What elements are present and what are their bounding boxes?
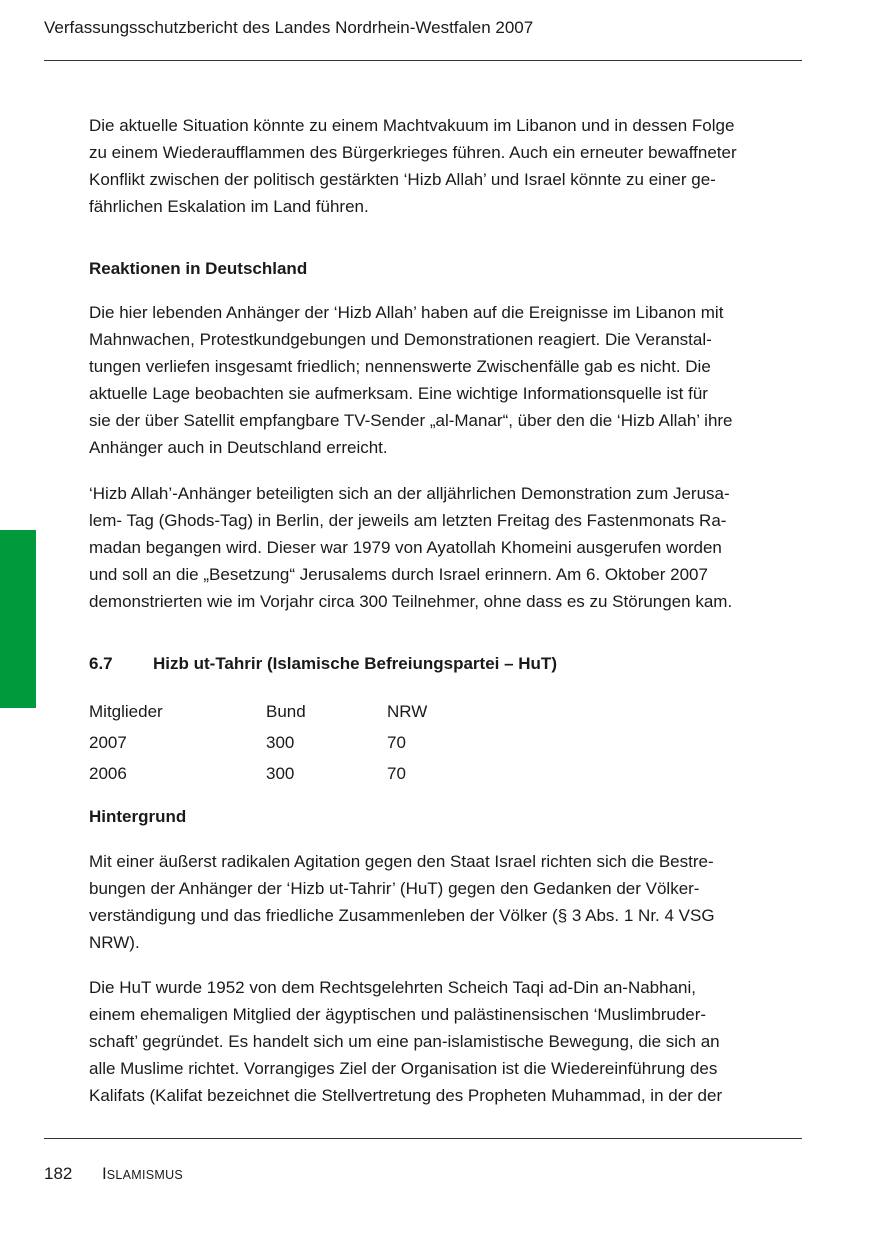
section-number: 6.7 [89,654,113,673]
table-cell: 70 [387,733,406,752]
heading-reactions-germany: Reaktionen in Deutschland [89,259,308,278]
table-cell: 2006 [89,764,127,783]
header-divider [44,60,802,61]
paragraph-hut-agitation: Mit einer äußerst radikalen Agitation gegen den Staat Israel richten sich die Bestre- bungen der Anhänger der ‘Hizb ut-Tahrir’ (HuT) gegen den Gedanken der Völker- verständigung und das friedliche Zusammenleben der Völker (§ 3 Abs. 1 Nr. 4 VSG NRW). [89,852,715,952]
page-footer [44,1163,183,1186]
page-number: 182 [44,1164,73,1183]
footer-divider [44,1138,802,1139]
table-cell: 300 [266,733,295,752]
paragraph-lebanon-situation: Die aktuelle Situation könnte zu einem Machtvakuum im Libanon und in dessen Folge zu einem Wiederaufflammen des Bürgerkrieges führen. Auch ein erneuter bewaffneter Konflikt zwischen der politisch gestärkten ‘Hizb Allah’ und Israel könnte zu einer ge- fährlichen Eskalation im Land führen. [89,116,737,216]
footer-section-label [102,1164,183,1183]
footer-section-rest: SLAMISMUS [106,1168,184,1182]
paragraph-jerusalem-day: ‘Hizb Allah’-Anhänger beteiligten sich an der alljährlichen Demonstration zum Jerusa- lem- Tag (Ghods-Tag) in Berlin, der jeweils am letzten Freitag des Fastenmonats Ra- madan begangen wird. Dieser war 1979 von Ayatollah Khomeini ausgerufen worden und soll an die „Besetzung“ Jerusalems durch Israel erinnern. Am 6. Oktober 2007 demonstrierten wie im Vorjahr circa 300 Teilnehmer, ohne dass es zu Störungen kam. [89,484,733,611]
table-row [89,760,427,791]
table-header-cell: Bund [266,702,306,721]
section-heading [89,651,557,677]
heading-background: Hintergrund [89,807,187,826]
page-header-title: Verfassungsschutzbericht des Landes Nordrhein-Westfalen 2007 [44,18,534,37]
table-cell: 70 [387,764,406,783]
members-table [89,698,427,791]
paragraph-hut-founding: Die HuT wurde 1952 von dem Rechtsgelehrten Scheich Taqi ad-Din an-Nabhani, einem ehemaligen Mitglied der ägyptischen und palästinensischen ‘Muslimbruder- schaft’ gegründet. Es handelt sich um eine pan-islamistische Bewegung, die sich an alle Muslime richtet. Vorrangiges Ziel der Organisation ist die Wiedereinführung des Kalifats (Kalifat bezeichnet die Stellvertretung des Propheten Muhammad, in der der [89,978,723,1105]
table-cell: 300 [266,764,295,783]
section-title: Hizb ut-Tahrir (Islamische Befreiungspartei – HuT) [153,654,557,673]
table-header-cell: NRW [387,702,428,721]
table-cell: 2007 [89,733,127,752]
table-header-cell: Mitglieder [89,702,163,721]
table-header-row [89,698,427,729]
paragraph-supporters-reaction: Die hier lebenden Anhänger der ‘Hizb Allah’ haben auf die Ereignisse im Libanon mit Mahnwachen, Protestkundgebungen und Demonstrationen reagiert. Die Veranstal- tungen verliefen insgesamt friedlich; nennenswerte Zwischenfälle gab es nicht. Die aktuelle Lage beobachten sie aufmerksam. Eine wichtige Informationsquelle ist für sie der über Satellit empfangbare TV-Sender „al-Manar“, über den die ‘Hizb Allah’ ihre Anhänger auch in Deutschland erreicht. [89,303,733,457]
table-row [89,729,427,760]
footer-section-initial: I [102,1164,107,1183]
chapter-side-tab [0,530,36,708]
